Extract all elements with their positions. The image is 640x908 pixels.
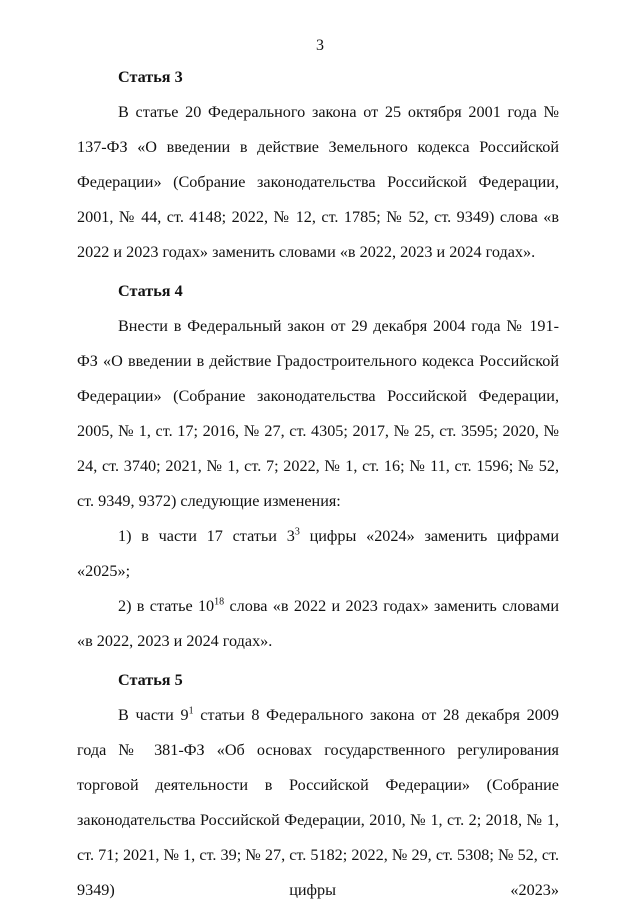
paragraph-text: статьи 8 Федерального закона от 28 декабря 2009 года № 381-ФЗ «Об основах государственного регулирования торговой деятельности в Российской Федерации» (Собрание законодательства Российской Федерации, 2010, № 1, ст. 2; 2018, № 1, ст. 71; 2021, № 1, ст. 39; № 27, ст. 5182; 2022, № 29, ст. 5308; № 52, ст. 9349) цифры «2023» <box>77 706 559 899</box>
page-number: 3 <box>316 37 324 54</box>
article-heading: Статья 4 <box>118 282 183 300</box>
article-4 <box>77 274 559 659</box>
amendment-text: цифры «2024» заменить цифрами «2025»; <box>77 527 559 580</box>
article-5 <box>77 663 559 908</box>
amendment-text: слова «в 2022 и 2023 годах» заменить словами «в 2022, 2023 и 2024 годах». <box>77 597 559 650</box>
document-body <box>77 60 559 908</box>
article-paragraph: В статье 20 Федерального закона от 25 октября 2001 года № 137-ФЗ «О введении в действие Земельного кодекса Российской Федерации» (Собрание законодательства Российской Федерации, 2001, № 44, ст. 4148; 2022, № 12, ст. 1785; № 52, ст. 9349) слова «в 2022 и 2023 годах» заменить словами «в 2022, 2023 и 2024 годах». <box>77 103 559 261</box>
amendment-text: 2) в статье 10 <box>118 597 215 615</box>
superscript: 18 <box>214 596 225 608</box>
article-3 <box>77 60 559 270</box>
article-heading: Статья 3 <box>118 68 183 86</box>
article-heading: Статья 5 <box>118 671 183 689</box>
amendment-item <box>77 589 559 659</box>
paragraph-text: В части 9 <box>118 706 189 724</box>
superscript: 1 <box>188 705 194 717</box>
amendment-item <box>77 519 559 589</box>
superscript: 3 <box>294 526 300 538</box>
article-paragraph: Внести в Федеральный закон от 29 декабря 2004 года № 191-ФЗ «О введении в действие Градостроительного кодекса Российской Федерации» (Собрание законодательства Российской Федерации, 2005, № 1, ст. 17; 2016, № 27, ст. 4305; 2017, № 25, ст. 3595; 2020, № 24, ст. 3740; 2021, № 1, ст. 7; 2022, № 1, ст. 16; № 11, ст. 1596; № 52, ст. 9349, 9372) следующие изменения: <box>77 317 559 510</box>
amendment-text: 1) в части 17 статьи 3 <box>118 527 295 545</box>
article-paragraph <box>77 698 559 908</box>
